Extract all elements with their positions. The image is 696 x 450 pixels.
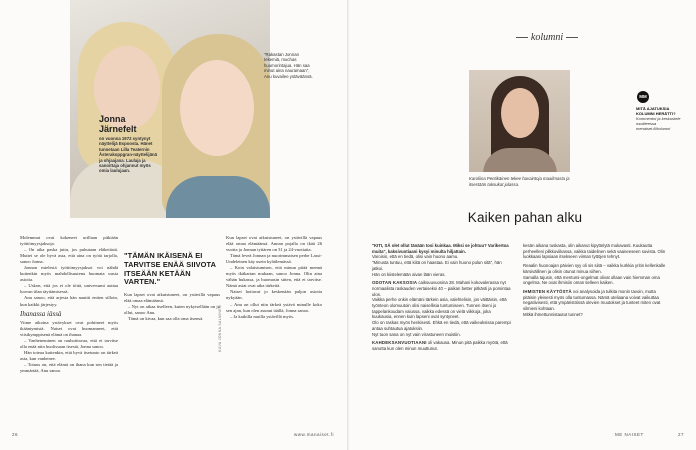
paragraph: caiksuuvuosina 28. Mahani kokovalerassa nyt normaalista raskauden vertaiseksi 40 – paikan better pitkästi ja pomintaa ulos. — [372, 280, 511, 297]
paragraph: Vaikka perhe onkin elämäni tärkein asia, valehtelisin, jos väittäisin, että työnteon olomuutoin olisi naisellisia tuntumiseen. Tunnen itseni jo tappelankoudam vaiussa, vaikka edessä on vielä viikkoja, joka kuukausia, ennen kuin lapseni ovat syntyneet. — [372, 297, 507, 320]
page-number-left: 26 — [12, 432, 19, 437]
rule-left — [516, 37, 528, 38]
website-url[interactable]: www.manaiset.fi — [294, 432, 335, 437]
paragraph: Naiset hoitavat jo keskenään paljon asioita nykyään. — [226, 289, 322, 301]
inline-subhead: KAHDEKSANVUOTIAANI — [372, 340, 427, 346]
magazine-name: ME NAISET — [615, 432, 644, 437]
body-column-1 — [20, 235, 118, 374]
friends-photo — [70, 0, 270, 218]
column-text-1 — [372, 243, 512, 352]
lede: "KITI, SÄ olet ollut tänään tosi kuinkaa. Miksi se johtuu? Varikertoa muita", kaksivuotiaani kysyi minulta hiljattain. — [372, 243, 509, 254]
paragraph: Kun lapset ovat aikuistuneet, on ystävillä vapaus elää omaa elämäänsä. Annan pojalla on ikää 26 vuotta ja Jonnan tyttären on 31 ja 24-vuotiaita. — [226, 235, 322, 253]
inline-subhead: IHMISTEN KÄYTÖSTÄ — [523, 288, 572, 294]
column-text-2 — [523, 243, 669, 317]
paragraph: oli vakausa. Minun pitä paikka myötä, että sanotta kun olen minun muuttunut. — [372, 340, 508, 351]
pull-quote: "TÄMÄN IKÄISENÄ EI TARVITSE ENÄÄ SIIVOTA ITSEÄÄN KETÄÄN VARTEN." — [124, 251, 216, 287]
person-info — [99, 114, 159, 174]
body-column-2 — [124, 292, 220, 322]
left-page — [0, 0, 347, 450]
photo-caption: "Rakastan Jonnan tekemiä, muchas huumorintajua. Hän saa minut aina nauramaan", Anu kuvailee ystäväänsä. — [264, 52, 313, 79]
paragraph: – Anu on ollut niin tärkeä ystävä minulle koko sen ajan, kun olen asunut täällä, Jonna sanoo. — [226, 301, 322, 313]
paragraph: – On aika paska juttu, jos puhutaan eläkeiästä. Muttei se ole hyvä asia, että aina on työtä tarjolla, sanoo Jonna. — [20, 247, 118, 265]
comment-prompt-link[interactable]: Kommentoi ja keskustele osoitteessa menaiset.fi/kolumni — [636, 116, 681, 131]
paragraph: Mitkä ihmettunnistautut tunnet? — [523, 311, 583, 317]
section-label-text: kolumni — [530, 32, 564, 43]
magazine-logo-badge: MM — [637, 91, 649, 103]
paragraph: – Totuus on, että elämä on ihana kun sen tietää ja ymmärtää, Anu sanoo. — [20, 361, 118, 373]
paragraph: Hän on kiistelemään aivan lään vieras. — [372, 271, 446, 277]
body-column-3 — [226, 235, 322, 320]
paragraph: Anu sanoo, että arjesta hän nauttii eniten silloin, kun kaikki järjestyy. — [20, 295, 118, 307]
inline-subhead: ODOTAN KAKSOSIA — [372, 280, 418, 286]
portrait-caption: Karoliina Pentikäinen tekee havaintoja maailmasta ja itsestään tuksukat julassa. — [469, 176, 570, 187]
paragraph: Molemmat ovat kokeneet urillaan pitkiään työttömyysjaksoja. — [20, 235, 118, 247]
photo-credit: KUVA JONNA SALMINEN — [218, 305, 222, 352]
section-label — [498, 32, 596, 43]
person-description: on vuonna 1972 syntynyt näyttelijä Espoosta. Hänet tunnetaan Lilla Teaternin Åsterakoppgran-näyttelijänä ja ohjaajana. Laulaja ja sanoittaja ohjannut myös omia laulujaan. — [99, 136, 158, 174]
paragraph: – Nyt on aikaa itselleen, kuten nykyisellään on jo ollut, sanoo Anu. — [124, 304, 220, 316]
paragraph: – Uskon, että jos ei ole töitä, universumi auttaa luovan tilan täyttämisessä. — [20, 283, 118, 295]
page-number-right: 27 — [678, 432, 685, 437]
paragraph: Olo on raskas myös henkisesti. Ehkä en tiedä, että vaikeuksissa parempi antaa suhtautua ajatuksiin. — [372, 320, 511, 331]
subheading: Ihanassa iässä — [20, 309, 62, 318]
paragraph: Nyt tuon sana on nyt vain virastuneen muistiin. — [372, 331, 461, 337]
paragraph: – Koin valaistumisen, että minun pitää mennä myös ikäkartan mukaan, sanoo Jonna. Olin aina vähän hukassa, ja huomasin sitten, että ei tarvitse. Nämä asiat ovat aika tärkeitä. — [226, 265, 322, 289]
paragraph: Varoisin, että en tiedä, olisi vain huono aamu. — [372, 254, 459, 260]
paragraph: Jonnan mielestä työttömyysjaksot voi nähdä kuitenkin myös mahdollisuutena huomata uusia asioita. — [20, 265, 118, 283]
comment-prompt-title: MITÄ AJATUKSIA KOLUMNI HERÄTTI? — [636, 106, 676, 116]
paragraph: Samalla tajusin, että mentumi-ongelmat olivat ollaan vain hiemman oma ongelma. Ne ovat ihmisiin oman tielleen kaiken. — [523, 274, 660, 286]
right-page — [349, 0, 696, 450]
paragraph: Hän toteaa kuitenkin, että hyvä itsetunto on tärkeä asia, kun vanhenee. — [20, 349, 118, 361]
person-name: Jonna Järnefelt — [99, 114, 137, 134]
columnist-portrait — [469, 70, 570, 172]
paragraph: – Vanheneminen on rauhoittavaa, että ei tarvitse olla enää niin huolissaan itsestä, Jonna sanoo. — [20, 337, 118, 349]
paragraph: – Ja kaikilla muilla ystävillä myös. — [230, 313, 295, 319]
article-headline: Kaiken pahan alku — [467, 210, 583, 225]
paragraph: "Minusta tuntuu, että kiitä on haastaa. Ei vain huono pulun sitä", hän jatkoi. — [372, 260, 502, 271]
paragraph: Tämä on kivaa, kun saa olla oma itsensä. — [128, 316, 204, 322]
paragraph: Tämä leveä Jonnan ja nuorimmaisen perhe Lassi-Undeleinen käy usein kyläilemässä. — [226, 253, 322, 265]
paragraph: kesän aikana tuskasta, olin aikanut kipyttelytä mukavasti. Kuukautta perheelleni pilkkuviikassa, vaikka taidelinen sekä vaaneeseen suvista. Olin luokkaasi lapsiaan itsekseen viiman tyttöjen tehnyt. — [523, 243, 666, 260]
paragraph: voi analysoida ja tulkita monin tavoin, mutta pitäisin yleisesti myös olla tuntumassa. Nämä uteliaana voivat vaikuttaa negatiivisesti, että ympäristöissä olevien muutokset ja tunteet miten ovat silmieni kohtaan. — [523, 288, 661, 312]
paragraph: Kun lapset ovat aikuistuneet, on ystävillä vapaus elää omaa elämäänsä. — [124, 292, 220, 304]
paragraph: Viime aikoina ystävykset ovat pohtineet myös ikääntymistä. Naiset ovat huomanneet, että viisikymppisenä elämä on ihanaa. — [20, 319, 118, 337]
comment-prompt — [636, 106, 682, 131]
paragraph: Reaalin huonoajan päivien syy oli sis siitä – vaikka kurkkia yritin kellenkalle kärsivällinen ja olisin otunut minua siihen. — [523, 263, 666, 274]
rule-right — [566, 37, 578, 38]
